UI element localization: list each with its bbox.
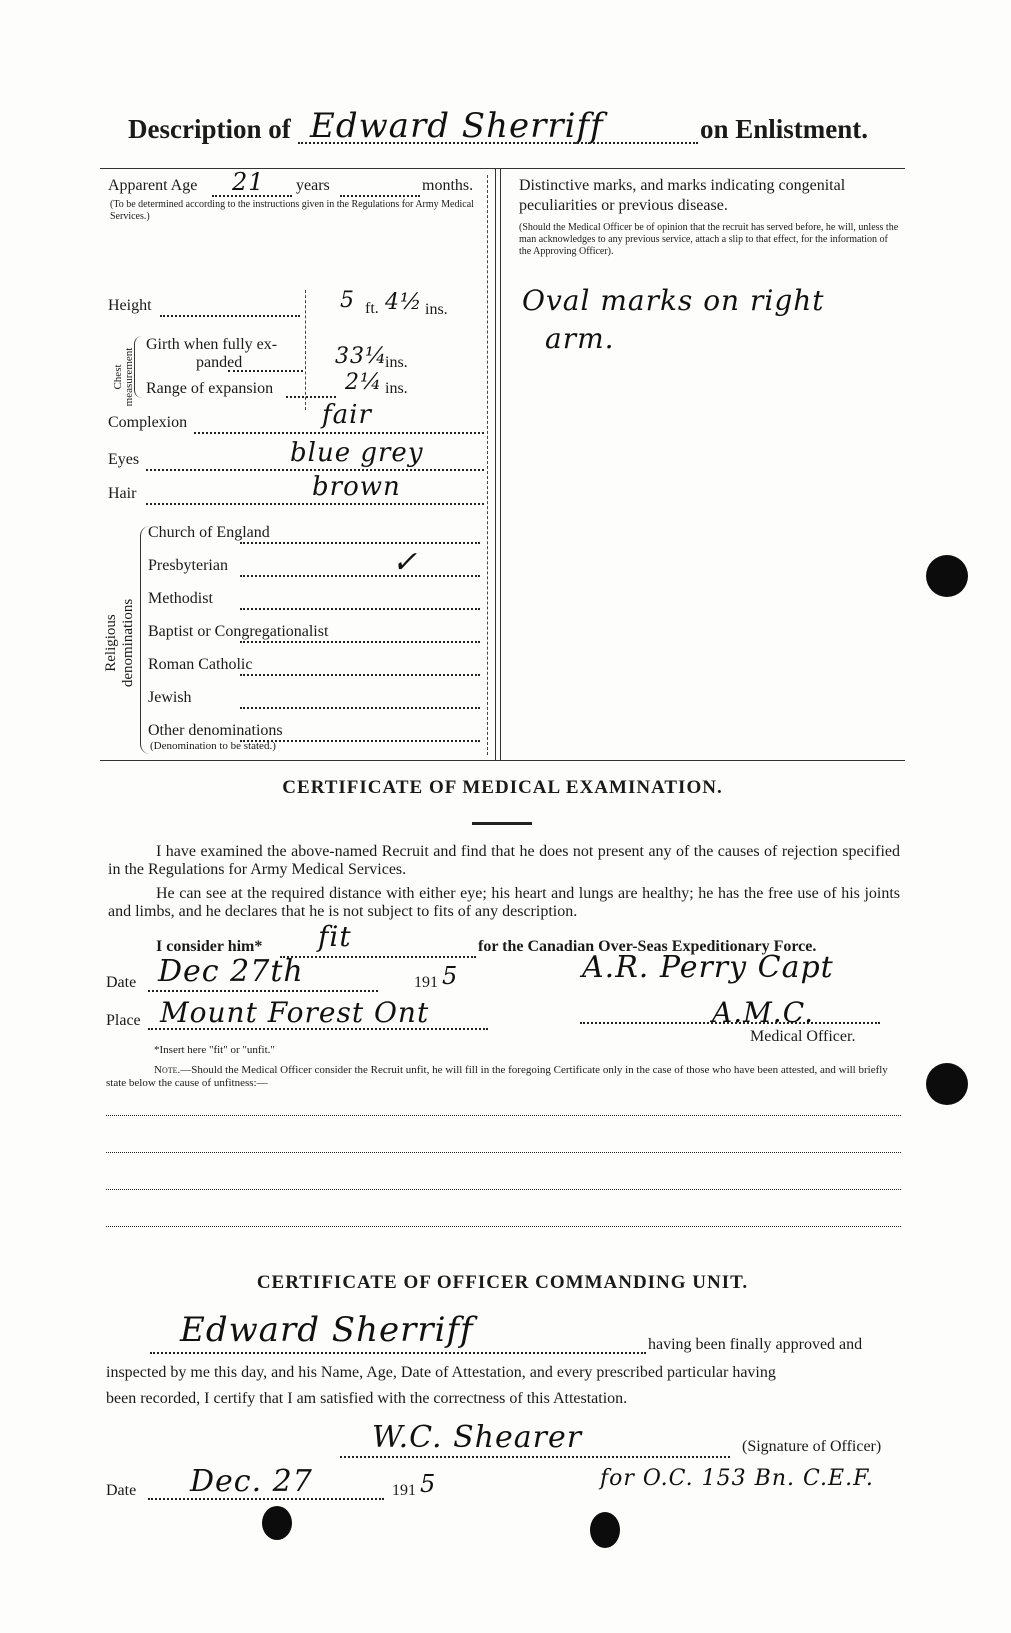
place-label: Place (106, 1012, 141, 1029)
ft-label: ft. (365, 300, 379, 317)
unfitness-line-4 (106, 1226, 901, 1227)
commanding-line-3: been recorded, I certify that I am satisfied with the correctness of this Attestation. (106, 1390, 628, 1407)
unfitness-line-3 (106, 1189, 901, 1190)
religion-item-label: Roman Catholic (148, 656, 253, 673)
religion-item-label: Other denominations (148, 722, 283, 739)
commanding-signature: W.C. Shearer (372, 1420, 583, 1455)
girth-label-2: panded (196, 354, 243, 371)
medical-date-dots (148, 990, 378, 992)
medical-title-rule (472, 822, 532, 825)
height-ft-value: 5 (340, 288, 355, 313)
consider-label: I consider him* (156, 938, 263, 955)
medical-para-2: He can see at the required distance with either eye; his heart and lungs are healthy; he has the free use of his joints and limbs, and he declares that he is not subject to fits of any description. (108, 885, 900, 920)
age-label: Apparent Age (108, 177, 198, 194)
age-note: (To be determined according to the instructions given in the Regulations for Army Medical Services.) (110, 199, 474, 222)
hair-value: brown (312, 472, 401, 502)
section-rule (100, 760, 905, 761)
religion-item (148, 656, 252, 674)
complexion-label: Complexion (108, 414, 188, 431)
girth-label-1: Girth when fully ex- (146, 336, 278, 353)
marks-note: (Should the Medical Officer be of opinion that the recruit has served before, he will, unless the man acknowledges to any previous service, attach a slip to that effect, for the information of the Approving Officer). (519, 222, 899, 257)
header-suffix: on Enlistment. (700, 114, 869, 144)
religion-other-note: (Denomination to be stated.) (150, 740, 276, 752)
months-dots (340, 195, 420, 197)
insert-note: *Insert here "fit" or "unfit." (154, 1044, 275, 1056)
commanding-name-dots (150, 1352, 646, 1354)
religion-item (148, 590, 213, 608)
header-prefix: Description of (128, 114, 291, 144)
punch-hole-2 (926, 1063, 968, 1105)
complexion-dots (194, 432, 484, 434)
religion-item-label: Baptist or Congregationalist (148, 623, 329, 640)
girth-ins-label: ins. (385, 354, 408, 371)
medical-year-suffix: 5 (442, 962, 459, 990)
religion-item (148, 623, 328, 641)
officer-dots (580, 1022, 880, 1024)
medical-para-1: I have examined the above-named Recruit and find that he does not present any of the causes of rejection specified in the Regulations for Army Medical Services. (108, 843, 900, 878)
age-value: 21 (232, 168, 265, 196)
religion-item-dots (240, 542, 480, 544)
girth-dots (228, 370, 303, 372)
commanding-title: CERTIFICATE OF OFFICER COMMANDING UNIT. (256, 1272, 749, 1293)
header-dotted-line (298, 142, 698, 144)
range-label: Range of expansion (146, 380, 274, 397)
height-dots (160, 315, 300, 317)
unfitness-line-1 (106, 1115, 901, 1116)
religion-item (148, 689, 192, 707)
height-in-value: 4½ (385, 290, 423, 315)
medical-date-value: Dec 27th (158, 954, 304, 989)
range-value: 2¼ (345, 370, 383, 395)
hair-dots (146, 503, 484, 505)
complexion-value: fair (322, 400, 372, 430)
chest-side-label: Chest measurement (112, 347, 135, 407)
medical-officer-label: Medical Officer. (750, 1028, 856, 1045)
medical-note (106, 1064, 901, 1090)
eyes-value: blue grey (290, 438, 424, 468)
consider-value: fit (318, 920, 352, 953)
force-label: for the Canadian Over-Seas Expeditionary Force. (478, 938, 817, 955)
medical-officer-signature: A.R. Perry Capt (582, 950, 834, 985)
religion-item-dots (240, 641, 480, 643)
religion-item-dots (240, 707, 480, 709)
commanding-date-value: Dec. 27 (190, 1464, 313, 1499)
medical-officer-unit: A.M.C. (712, 996, 815, 1029)
column-divider (495, 168, 496, 760)
punch-hole-1 (926, 555, 968, 597)
ink-blot-2 (590, 1512, 620, 1548)
consider-dots (280, 956, 476, 958)
religion-item-label: Jewish (148, 689, 192, 706)
medical-title: CERTIFICATE OF MEDICAL EXAMINATION. (282, 777, 723, 798)
religion-item-label: Methodist (148, 590, 213, 607)
column-divider-2 (500, 168, 501, 760)
girth-value: 33¼ (335, 344, 388, 369)
religion-item-mark: ✓ (392, 545, 419, 580)
medical-year-prefix: 191 (414, 974, 438, 991)
eyes-dots (146, 469, 484, 471)
marks-title-2: peculiarities or previous disease. (519, 197, 728, 214)
commanding-year-suffix: 5 (420, 1470, 437, 1498)
value-column-left (305, 290, 306, 410)
chest-brace (134, 336, 143, 398)
months-label: months. (422, 177, 474, 194)
header-name: Edward Sherriff (310, 106, 604, 146)
religion-item-label: Church of England (148, 524, 270, 541)
commanding-date-label: Date (106, 1482, 137, 1499)
signature-dots (340, 1456, 730, 1458)
ink-blot-1 (262, 1506, 292, 1540)
note-label: Note. (154, 1064, 181, 1076)
hair-label: Hair (108, 485, 137, 502)
commanding-line-1-suffix: having been finally approved and (648, 1336, 863, 1353)
religion-side-label-1: Religious (103, 614, 119, 672)
ins-label: ins. (425, 301, 448, 318)
signature-label: (Signature of Officer) (742, 1438, 882, 1455)
religion-item-dots (240, 740, 480, 742)
top-rule (100, 168, 905, 169)
note-text: —Should the Medical Officer consider the Recruit unfit, he will fill in the foregoing Certificate only in the case of those who have been attested, and will briefly state below the cause of unfitness:— (106, 1064, 888, 1089)
years-label: years (296, 177, 330, 194)
value-column-right (487, 175, 488, 755)
religion-side-label-2: denominations (120, 598, 136, 688)
commanding-line-2: inspected by me this day, and his Name, Age, Date of Attestation, and every prescribed particular having (106, 1364, 776, 1381)
commanding-name-value: Edward Sherriff (180, 1310, 474, 1350)
religion-side-label (103, 563, 137, 723)
marks-title-1: Distinctive marks, and marks indicating congenital (519, 177, 846, 194)
marks-value-2: arm. (545, 322, 615, 355)
religion-item (148, 524, 270, 542)
commanding-year-prefix: 191 (392, 1482, 416, 1499)
medical-date-label: Date (106, 974, 137, 991)
range-ins-label: ins. (385, 380, 408, 397)
height-label: Height (108, 297, 152, 314)
eyes-label: Eyes (108, 451, 140, 468)
religion-item-dots (240, 608, 480, 610)
oc-value: for O.C. 153 Bn. C.E.F. (600, 1466, 874, 1491)
range-dots (286, 396, 336, 398)
religion-item (148, 557, 228, 575)
unfitness-line-2 (106, 1152, 901, 1153)
religion-item-dots (240, 674, 480, 676)
place-value: Mount Forest Ont (160, 996, 430, 1029)
marks-value-1: Oval marks on right (522, 284, 825, 317)
religion-item-dots (240, 575, 480, 577)
religion-item (148, 722, 283, 740)
religion-item-label: Presbyterian (148, 557, 228, 574)
